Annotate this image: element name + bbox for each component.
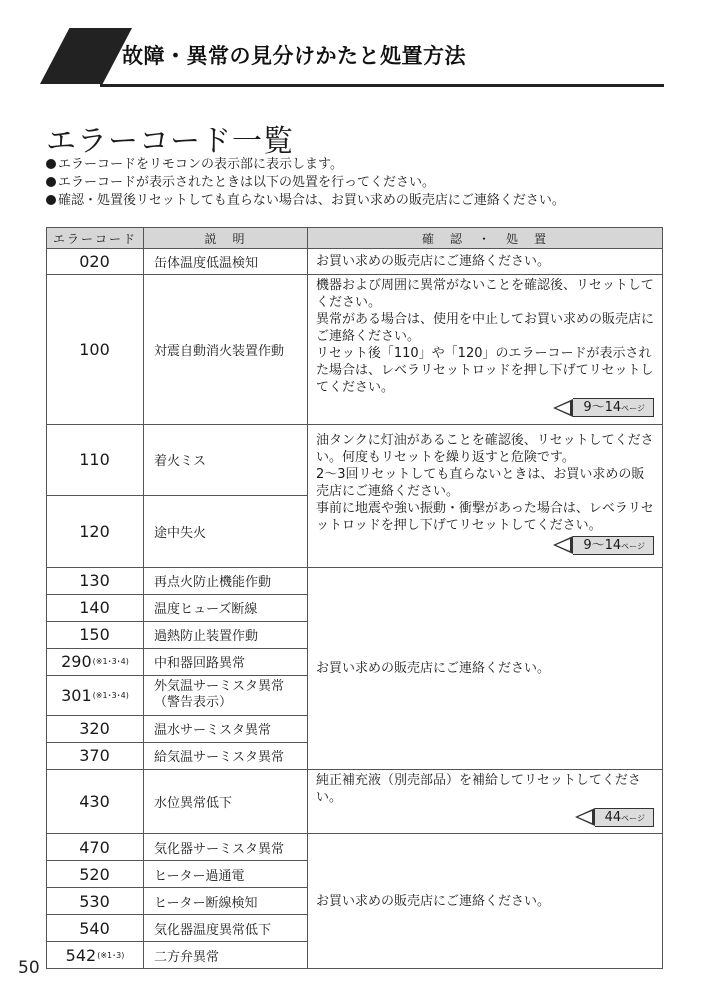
error-description: 過熱防止装置作動 xyxy=(144,621,308,648)
bullet-item: 確認・処置後リセットしても直らない場合は、お買い求めの販売店にご連絡ください。 xyxy=(46,192,666,210)
error-code: 520 xyxy=(47,861,144,888)
pencil-tip-icon xyxy=(553,399,573,417)
bullet-dot-icon xyxy=(46,195,56,205)
error-code: 530 xyxy=(47,888,144,915)
table-header-row xyxy=(47,228,663,249)
page-number: 50 xyxy=(18,958,40,978)
error-description: 給気温サーミスタ異常 xyxy=(144,742,308,769)
header-code: エラーコード xyxy=(47,228,144,249)
section-rule xyxy=(100,84,664,87)
table-row xyxy=(47,834,663,861)
table-row xyxy=(47,249,663,275)
error-code: 140 xyxy=(47,594,144,621)
error-code: 110 xyxy=(47,424,144,495)
error-description: 温度ヒューズ断線 xyxy=(144,594,308,621)
error-description: 缶体温度低温検知 xyxy=(144,249,308,275)
error-description: 着火ミス xyxy=(144,424,308,495)
error-code: 470 xyxy=(47,834,144,861)
error-description: ヒーター過通電 xyxy=(144,861,308,888)
error-code: 150 xyxy=(47,621,144,648)
error-description: 気化器サーミスタ異常 xyxy=(144,834,308,861)
page-reference: 44ページ xyxy=(575,808,654,827)
section-title: 故障・異常の見分けかたと処置方法 xyxy=(122,44,466,68)
error-code: 100 xyxy=(47,275,144,425)
error-description: 二方弁異常 xyxy=(144,942,308,969)
error-code: 301(※1･3･4) xyxy=(47,675,144,715)
table-row xyxy=(47,275,663,425)
error-description: 再点火防止機能作動 xyxy=(144,567,308,594)
page-title: エラーコード一覧 xyxy=(46,124,294,159)
error-description: 対震自動消火装置作動 xyxy=(144,275,308,425)
error-code: 370 xyxy=(47,742,144,769)
pencil-tip-icon xyxy=(553,536,573,554)
table-row xyxy=(47,769,663,834)
error-code: 020 xyxy=(47,249,144,275)
bullet-dot-icon xyxy=(46,177,56,187)
table-row xyxy=(47,567,663,594)
error-description: 温水サーミスタ異常 xyxy=(144,715,308,742)
table-row xyxy=(47,424,663,495)
action-cell: 機器および周囲に異常がないことを確認後、リセットしてください。 異常がある場合は、使用を中止してお買い求めの販売店にご連絡ください。 リセット後「110」や「120」のエラーコードが表示された場合は、レベラリセットロッドを押し下げてリセットしてください。 9〜14ページ xyxy=(308,275,663,425)
section-header-slash xyxy=(40,28,132,84)
error-description: ヒーター断線検知 xyxy=(144,888,308,915)
error-description: 途中失火 xyxy=(144,495,308,567)
header-action: 確 認 ・ 処 置 xyxy=(308,228,663,249)
action-cell: 純正補充液（別売部品）を補給してリセットしてください。 44ページ xyxy=(308,769,663,834)
action-cell: お買い求めの販売店にご連絡ください。 xyxy=(308,834,663,969)
error-code-table xyxy=(46,227,663,969)
error-code: 542(※1･3) xyxy=(47,942,144,969)
pencil-tip-icon xyxy=(575,808,595,826)
action-cell: 油タンクに灯油があることを確認後、リセットしてください。何度もリセットを繰り返すと危険です。 2〜3回リセットしても直らないときは、お買い求めの販売店にご連絡ください。 事前に地震や強い振動・衝撃があった場合は、レベラリセットロッドを押し下げてリセットしてください。 9〜14ページ xyxy=(308,424,663,567)
bullet-item: エラーコードをリモコンの表示部に表示します。 xyxy=(46,156,666,174)
error-code: 290(※1･3･4) xyxy=(47,648,144,675)
error-code: 130 xyxy=(47,567,144,594)
error-description: 水位異常低下 xyxy=(144,769,308,834)
page-reference: 9〜14ページ xyxy=(553,536,654,555)
error-code: 120 xyxy=(47,495,144,567)
page-reference: 9〜14ページ xyxy=(553,398,654,417)
bullet-dot-icon xyxy=(46,159,56,169)
intro-bullets xyxy=(46,156,666,210)
header-desc: 説 明 xyxy=(144,228,308,249)
bullet-item: エラーコードが表示されたときは以下の処置を行ってください。 xyxy=(46,174,666,192)
error-description: 中和器回路異常 xyxy=(144,648,308,675)
error-code: 430 xyxy=(47,769,144,834)
error-code: 320 xyxy=(47,715,144,742)
error-description: 気化器温度異常低下 xyxy=(144,915,308,942)
action-cell: お買い求めの販売店にご連絡ください。 xyxy=(308,249,663,275)
error-code: 540 xyxy=(47,915,144,942)
error-description: 外気温サーミスタ異常 （警告表示） xyxy=(144,675,308,715)
action-cell: お買い求めの販売店にご連絡ください。 xyxy=(308,567,663,769)
